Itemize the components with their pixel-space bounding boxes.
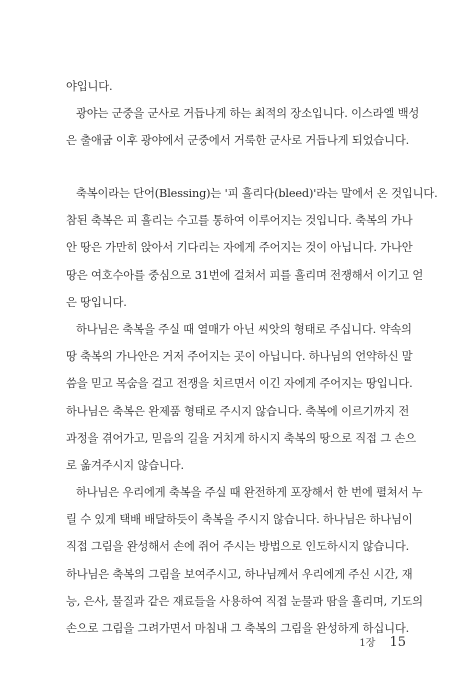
page-footer (359, 634, 406, 650)
text-line: 능, 은사, 물질과 같은 재료들을 사용하여 직접 눈물과 땀을 흘리며, 기도의 (66, 594, 423, 608)
text-line: 직접 그림을 완성해서 손에 쥐어 주시는 방법으로 인도하시지 않습니다. (66, 540, 410, 554)
text-line: 로 옮겨주시지 않습니다. (66, 458, 184, 472)
text-line: 참된 축복은 피 흘리는 수고를 통하여 이루어지는 것입니다. 축복의 가나 (66, 214, 413, 228)
text-block-1 (66, 73, 420, 155)
text-line: 땅은 여호수아를 중심으로 31번에 걸쳐서 피를 흘리며 전쟁해서 이기고 얻 (66, 268, 424, 282)
text-line: 축복이라는 단어(Blessing)는 '피 흘리다(bleed)'라는 말에서 온 것입니다. (76, 187, 438, 200)
text-line: 과정을 겪어가고, 믿음의 길을 거치게 하시지 축복의 땅으로 직접 그 손으 (66, 431, 416, 445)
page-number: 15 (389, 635, 406, 650)
text-line: 야입니다. (66, 80, 113, 93)
chapter-label: 1장 (359, 638, 376, 649)
text-line: 안 땅은 가만히 앉아서 기다리는 자에게 주어지는 것이 아닙니다. 가나안 (66, 241, 413, 255)
text-line: 하나님은 축복은 완제품 형태로 주시지 않습니다. 축복에 이르기까지 전 (66, 404, 410, 418)
text-line: 씀을 믿고 목숨을 걸고 전쟁을 치르면서 이긴 자에게 주어지는 땅입니다. (66, 377, 413, 391)
text-line: 하나님은 우리에게 축복을 주실 때 완전하게 포장해서 한 번에 펼쳐서 누 (76, 486, 423, 500)
text-block-2 (66, 180, 438, 642)
text-line: 광야는 군중을 군사로 거듭나게 하는 최적의 장소입니다. 이스라엘 백성 (76, 107, 420, 121)
text-line: 하나님은 축복의 그림을 보여주시고, 하나님께서 우리에게 주신 시간, 재 (66, 567, 413, 581)
text-line: 은 출애굽 이후 광야에서 군중에서 거룩한 군사로 거듭나게 되었습니다. (66, 134, 410, 148)
text-line: 하나님은 축복을 주실 때 열매가 아닌 씨앗의 형태로 주십니다. 약속의 (76, 322, 412, 336)
text-line: 은 땅입니다. (66, 295, 127, 309)
text-line: 손으로 그림을 그려가면서 마침내 그 축복의 그림을 완성하게 하십니다. (66, 622, 410, 635)
text-line: 땅 축복의 가나안은 거저 주어지는 곳이 아닙니다. 하나님의 언약하신 말 (66, 350, 413, 364)
text-line: 릴 수 있게 택배 배달하듯이 축복을 주시지 않습니다. 하나님은 하나님이 (66, 513, 413, 527)
